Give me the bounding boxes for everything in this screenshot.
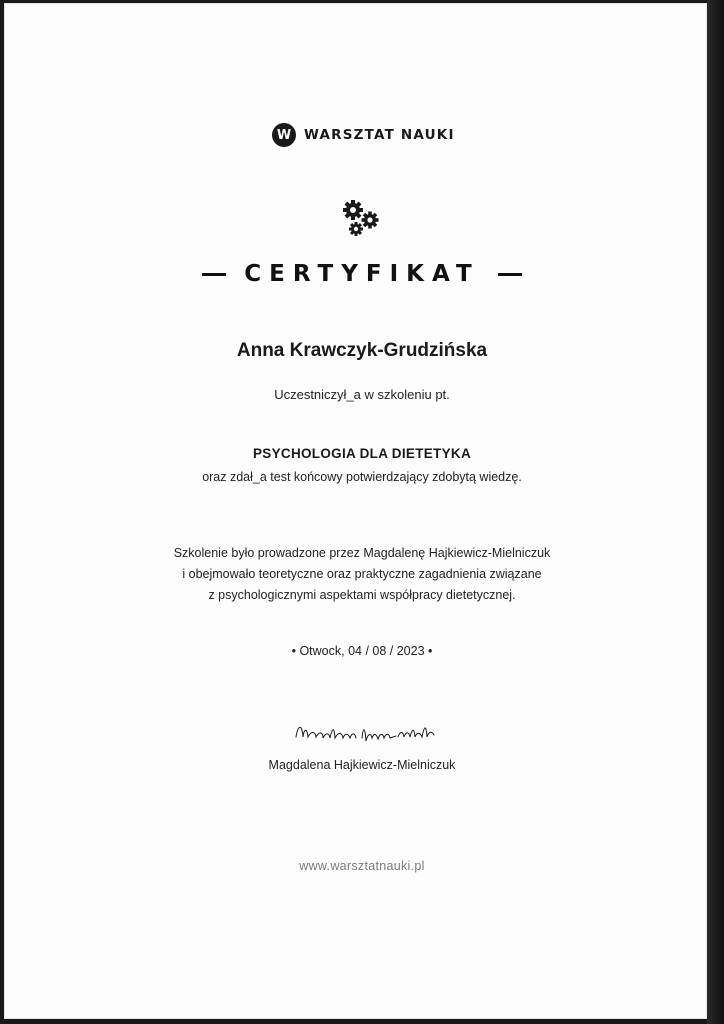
course-description — [0, 543, 724, 606]
brand-name: WARSZTAT NAUKI — [304, 127, 455, 143]
brand-header — [272, 121, 455, 149]
participated-text: Uczestniczył_a w szkoleniu pt. — [274, 387, 450, 402]
certificate-title-row — [0, 256, 724, 292]
certificate-title: CERTYFIKAT — [244, 261, 480, 287]
description-line: z psychologicznymi aspektami współpracy dietetycznej. — [208, 588, 516, 602]
website-link[interactable]: www.warsztatnauki.pl — [299, 859, 425, 873]
logo-icon: W — [272, 123, 296, 147]
title-dash-right — [498, 273, 522, 276]
course-title: PSYCHOLOGIA DLA DIETETYKA — [252, 446, 471, 461]
recipient-name: Anna Krawczyk-Grudzińska — [236, 340, 488, 361]
description-line: Szkolenie było prowadzone przez Magdalenę Hajkiewicz-Mielniczuk — [173, 546, 551, 560]
passed-text: oraz zdał_a test końcowy potwierdzający zdobytą wiedzę. — [202, 470, 522, 484]
title-dash-left — [202, 273, 226, 276]
place-date: • Otwock, 04 / 08 / 2023 • — [291, 644, 433, 658]
handwritten-signature — [288, 711, 438, 751]
gears-icon — [340, 198, 382, 240]
signer-name: Magdalena Hajkiewicz-Mielniczuk — [268, 758, 456, 772]
description-line: i obejmowało teoretyczne oraz praktyczne zagadnienia związane — [182, 567, 542, 581]
